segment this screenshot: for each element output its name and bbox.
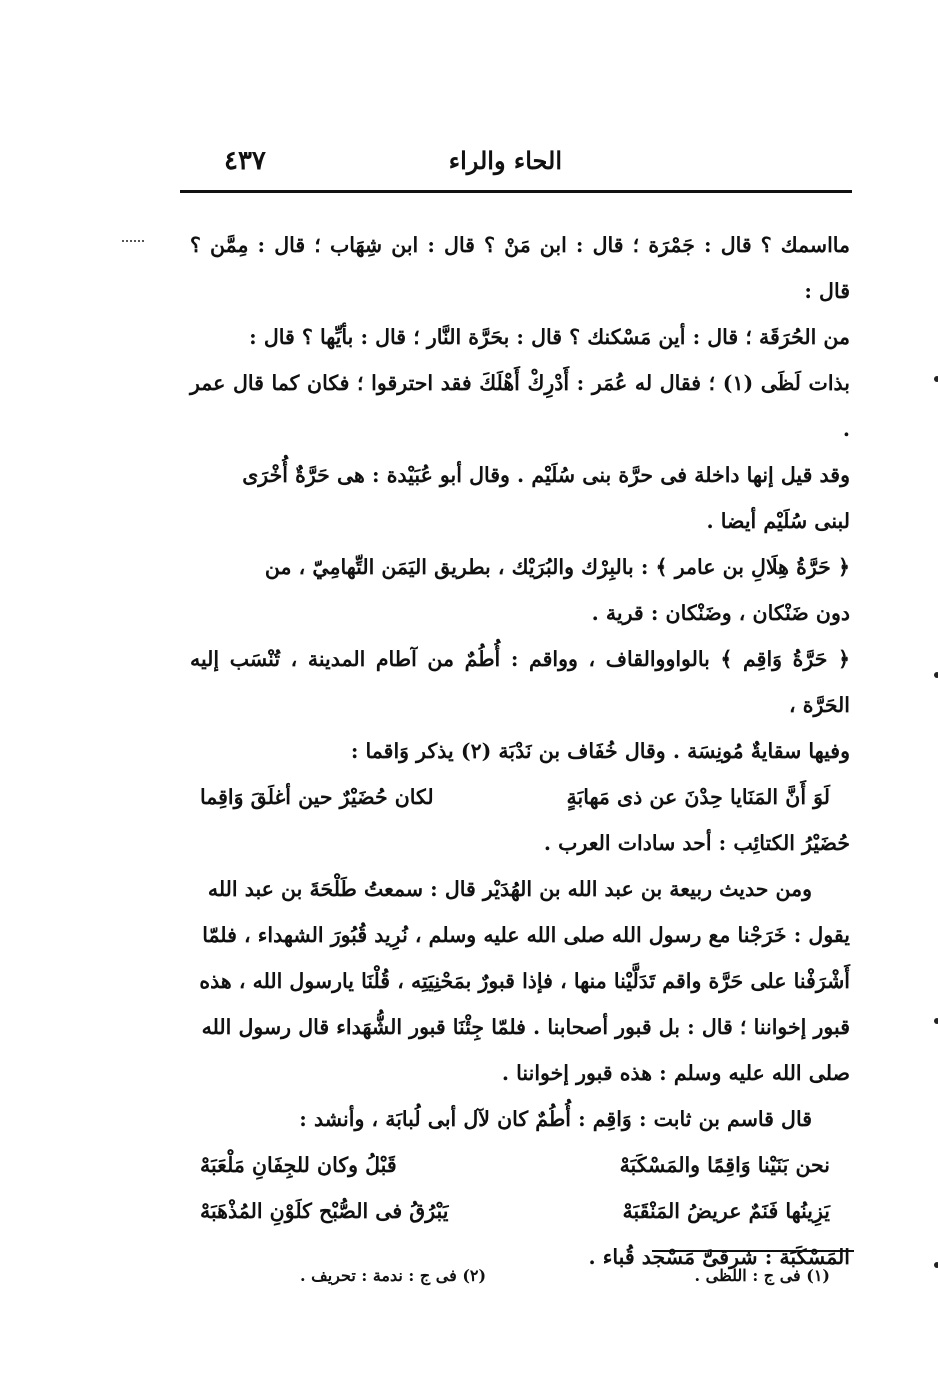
text-line: بذات لَظَى (١) ؛ فقال له عُمَر : أَدْرِكْ أَهْلَكَ فقد احترقوا ؛ فكان كما قال عمر . xyxy=(190,371,850,441)
margin-dot xyxy=(934,376,938,382)
text-line: ومن حديث ربيعة بن عبد الله بن الهُدَيْر قال : سمعتُ طَلْحَةَ بن عبد الله xyxy=(207,877,812,901)
text-line: دون ضَنْكان ، وضَنْكان : قرية . xyxy=(591,601,850,625)
page-header xyxy=(180,138,852,182)
footnote-rule xyxy=(652,1250,854,1252)
text-line: المَسْكَبَة : شرقىَّ مَسْجد قُباء . xyxy=(588,1245,850,1269)
text-line: أَشْرَفْنا على حَرَّة واقم تَدَلَّيْنا منها ، فإذا قبورٌ بمَحْنِيَتِه ، قُلْنَا يارسول الله ، هذه xyxy=(199,969,850,993)
margin-dot xyxy=(934,1262,938,1268)
verse-line xyxy=(190,774,850,820)
text-line: لبنى سُلَيْم أيضا . xyxy=(706,509,850,533)
text-line: يقول : خَرَجْنا مع رسول الله صلى الله عليه وسلم ، نُرِيد قُبُورَ الشهداء ، فلمّا xyxy=(202,923,850,947)
footnote-2: (٢) فى ج : ندمة : تحريف . xyxy=(300,1266,487,1285)
margin-tick-mark xyxy=(122,240,144,242)
verse-hemistich: لكان حُضَيْرٌ حين أغلَقَ وَاقِما xyxy=(200,785,434,809)
text-line: قبور إخواننا ؛ قال : بل قبور أصحابنا . فلمّا جِئْنَا قبور الشُّهَداء قال رسول الله xyxy=(201,1015,850,1039)
text-line: قال قاسم بن ثابت : وَاقِم : أُطُمٌ كان لآل أبى لُبابَة ، وأنشد : xyxy=(299,1107,812,1131)
text-line: حُضَيْرُ الكتائِب : أحد سادات العرب . xyxy=(543,831,850,855)
text-line: وفيها سقايةٌ مُونِسَة . وقال خُفَاف بن نَدْبَة (٢) يذكر وَاقما : xyxy=(350,739,850,763)
page-number: ٤٣٧ xyxy=(224,146,266,176)
text-line: وقد قيل إنها داخلة فى حرَّة بنى سُلَيْم . وقال أبو عُبَيْدة : هى حَرَّةٌ أُخْرَى xyxy=(242,463,850,487)
text-line: مااسمك ؟ قال : جَمْرَة ؛ قال : ابن مَنْ ؟ قال : ابن شِهَاب ؛ قال : مِمَّن ؟ قال : xyxy=(190,233,850,303)
verse-line xyxy=(190,1188,850,1234)
running-title: الحاء والراء xyxy=(448,146,562,175)
page-body xyxy=(190,222,850,1280)
text-line: صلى الله عليه وسلم : هذه قبور إخواننا . xyxy=(501,1061,850,1085)
verse-line xyxy=(190,1142,850,1188)
verse-hemistich: يَبْرُقُ فى الصُّبْح كلَوْنِ المُذْهَبَهْ xyxy=(200,1199,449,1223)
entry-heading-line: ﴿ حَرَّةُ هِلَالِ بن عامر ﴾ : بالبِرْك والبُرَيْك ، بطريق اليَمَن التِّهامِيّ ، من xyxy=(264,555,850,579)
footnote-1: (١) فى ج : اللظى . xyxy=(694,1266,830,1285)
verse-hemistich: نحن بَنَيْنا وَاقِمًا والمَسْكَبَهْ xyxy=(619,1153,830,1177)
footnotes xyxy=(300,1266,830,1285)
verse-hemistich: يَزِينُها فَنَمٌ عريضُ المَنْقَبَهْ xyxy=(622,1199,830,1223)
entry-heading-line: ﴿ حَرَّةُ وَاقِم ﴾ بالواووالقاف ، وواقم : أُطُمٌ من آطام المدينة ، تُنْسَب إليه الحَرَّة ، xyxy=(190,647,850,717)
verse-hemistich: لَوَ أَنَّ المَنَايا حِدْنَ عن ذى مَهابَةٍ xyxy=(566,785,830,809)
text-line: من الحُرَقَة ؛ قال : أين مَسْكنك ؟ قال : بحَرَّة النَّار ؛ قال : بأيِّها ؟ قال : xyxy=(249,325,850,349)
header-rule xyxy=(180,190,852,193)
margin-dot xyxy=(934,1018,938,1024)
verse-hemistich: قَبْلُ وكان للجِفَانِ مَلْعَبَهْ xyxy=(200,1153,397,1177)
margin-dot xyxy=(934,672,938,678)
